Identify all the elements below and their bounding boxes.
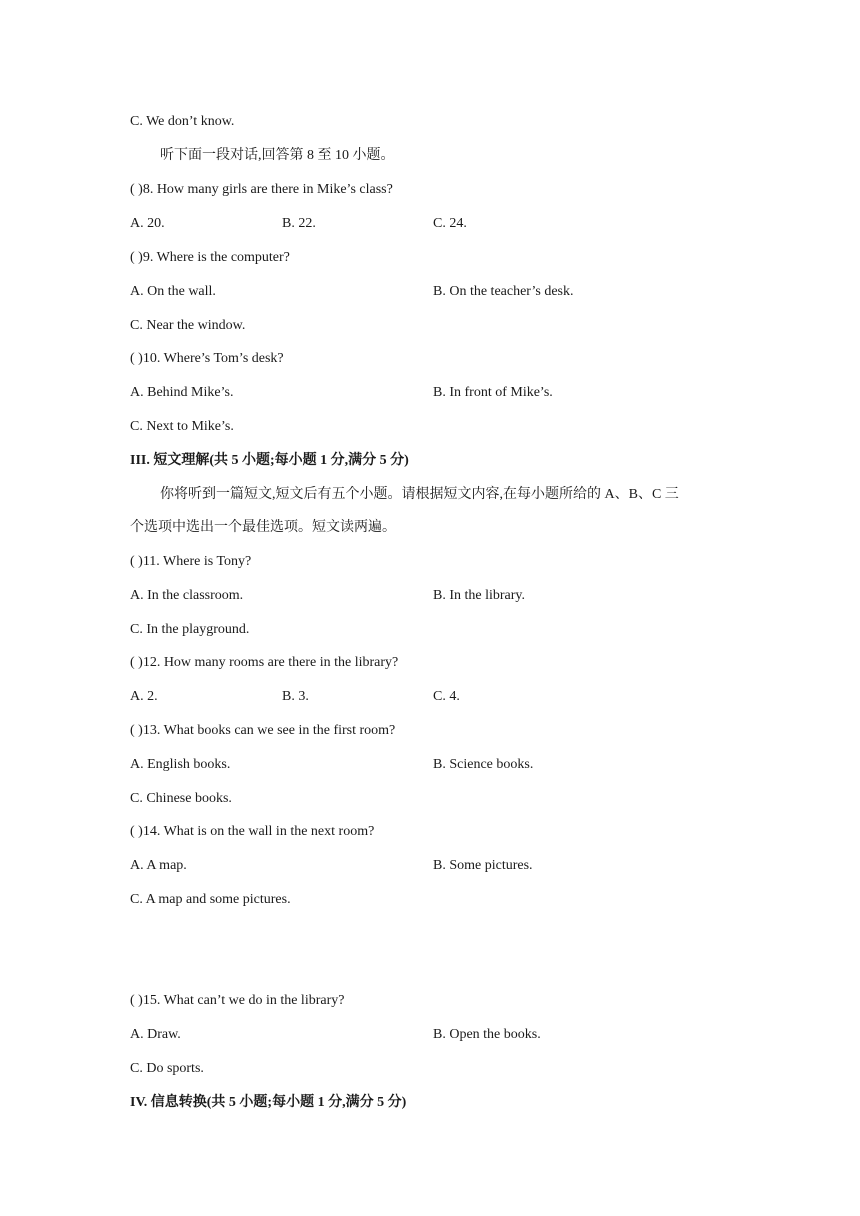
q11-option-a: A. In the classroom. — [130, 588, 244, 603]
section-4-heading: IV. 信息转换(共 5 小题;每小题 1 分,满分 5 分) — [130, 1095, 407, 1110]
dialogue-instruction: 听下面一段对话,回答第 8 至 10 小题。 — [160, 148, 395, 163]
question-13-options — [130, 756, 730, 774]
q10-option-b: B. In front of Mike’s. — [433, 385, 553, 400]
question-12: ( )12. How many rooms are there in the library? — [130, 655, 399, 670]
q8-option-a: A. 20. — [130, 216, 165, 231]
q14-option-a: A. A map. — [130, 858, 187, 873]
question-8-options — [130, 215, 730, 233]
q11-option-b: B. In the library. — [433, 588, 526, 603]
q9-option-b: B. On the teacher’s desk. — [433, 284, 574, 299]
question-8: ( )8. How many girls are there in Mike’s class? — [130, 182, 393, 197]
q14-option-b: B. Some pictures. — [433, 858, 533, 873]
question-12-options — [130, 688, 730, 706]
section-3-instruction-line2: 个选项中选出一个最佳选项。短文读两遍。 — [130, 520, 396, 535]
q14-option-c: C. A map and some pictures. — [130, 892, 291, 907]
question-9: ( )9. Where is the computer? — [130, 250, 290, 265]
question-11: ( )11. Where is Tony? — [130, 554, 252, 569]
q13-option-a: A. English books. — [130, 757, 231, 772]
q9-option-a: A. On the wall. — [130, 284, 216, 299]
question-15: ( )15. What can’t we do in the library? — [130, 993, 345, 1008]
q12-option-c: C. 4. — [433, 689, 460, 704]
question-14-options — [130, 857, 730, 875]
q8-option-b: B. 22. — [282, 216, 316, 231]
q10-option-a: A. Behind Mike’s. — [130, 385, 234, 400]
question-11-options — [130, 587, 730, 605]
q8-option-c: C. 24. — [433, 216, 467, 231]
q13-option-c: C. Chinese books. — [130, 791, 232, 806]
q11-option-c: C. In the playground. — [130, 622, 250, 637]
question-15-options — [130, 1026, 730, 1044]
section-3-instruction-line1: 你将听到一篇短文,短文后有五个小题。请根据短文内容,在每小题所给的 A、B、C 三 — [160, 487, 679, 502]
q9-option-c: C. Near the window. — [130, 318, 246, 333]
section-3-heading: III. 短文理解(共 5 小题;每小题 1 分,满分 5 分) — [130, 453, 409, 468]
question-10: ( )10. Where’s Tom’s desk? — [130, 351, 284, 366]
q12-option-a: A. 2. — [130, 689, 158, 704]
q15-option-c: C. Do sports. — [130, 1061, 204, 1076]
q7-option-c: C. We don’t know. — [130, 114, 235, 129]
q13-option-b: B. Science books. — [433, 757, 534, 772]
q12-option-b: B. 3. — [282, 689, 309, 704]
q15-option-a: A. Draw. — [130, 1027, 181, 1042]
question-10-options — [130, 384, 730, 402]
q10-option-c: C. Next to Mike’s. — [130, 419, 234, 434]
q15-option-b: B. Open the books. — [433, 1027, 541, 1042]
question-9-options — [130, 283, 730, 301]
question-13: ( )13. What books can we see in the first room? — [130, 723, 396, 738]
question-14: ( )14. What is on the wall in the next room? — [130, 824, 375, 839]
